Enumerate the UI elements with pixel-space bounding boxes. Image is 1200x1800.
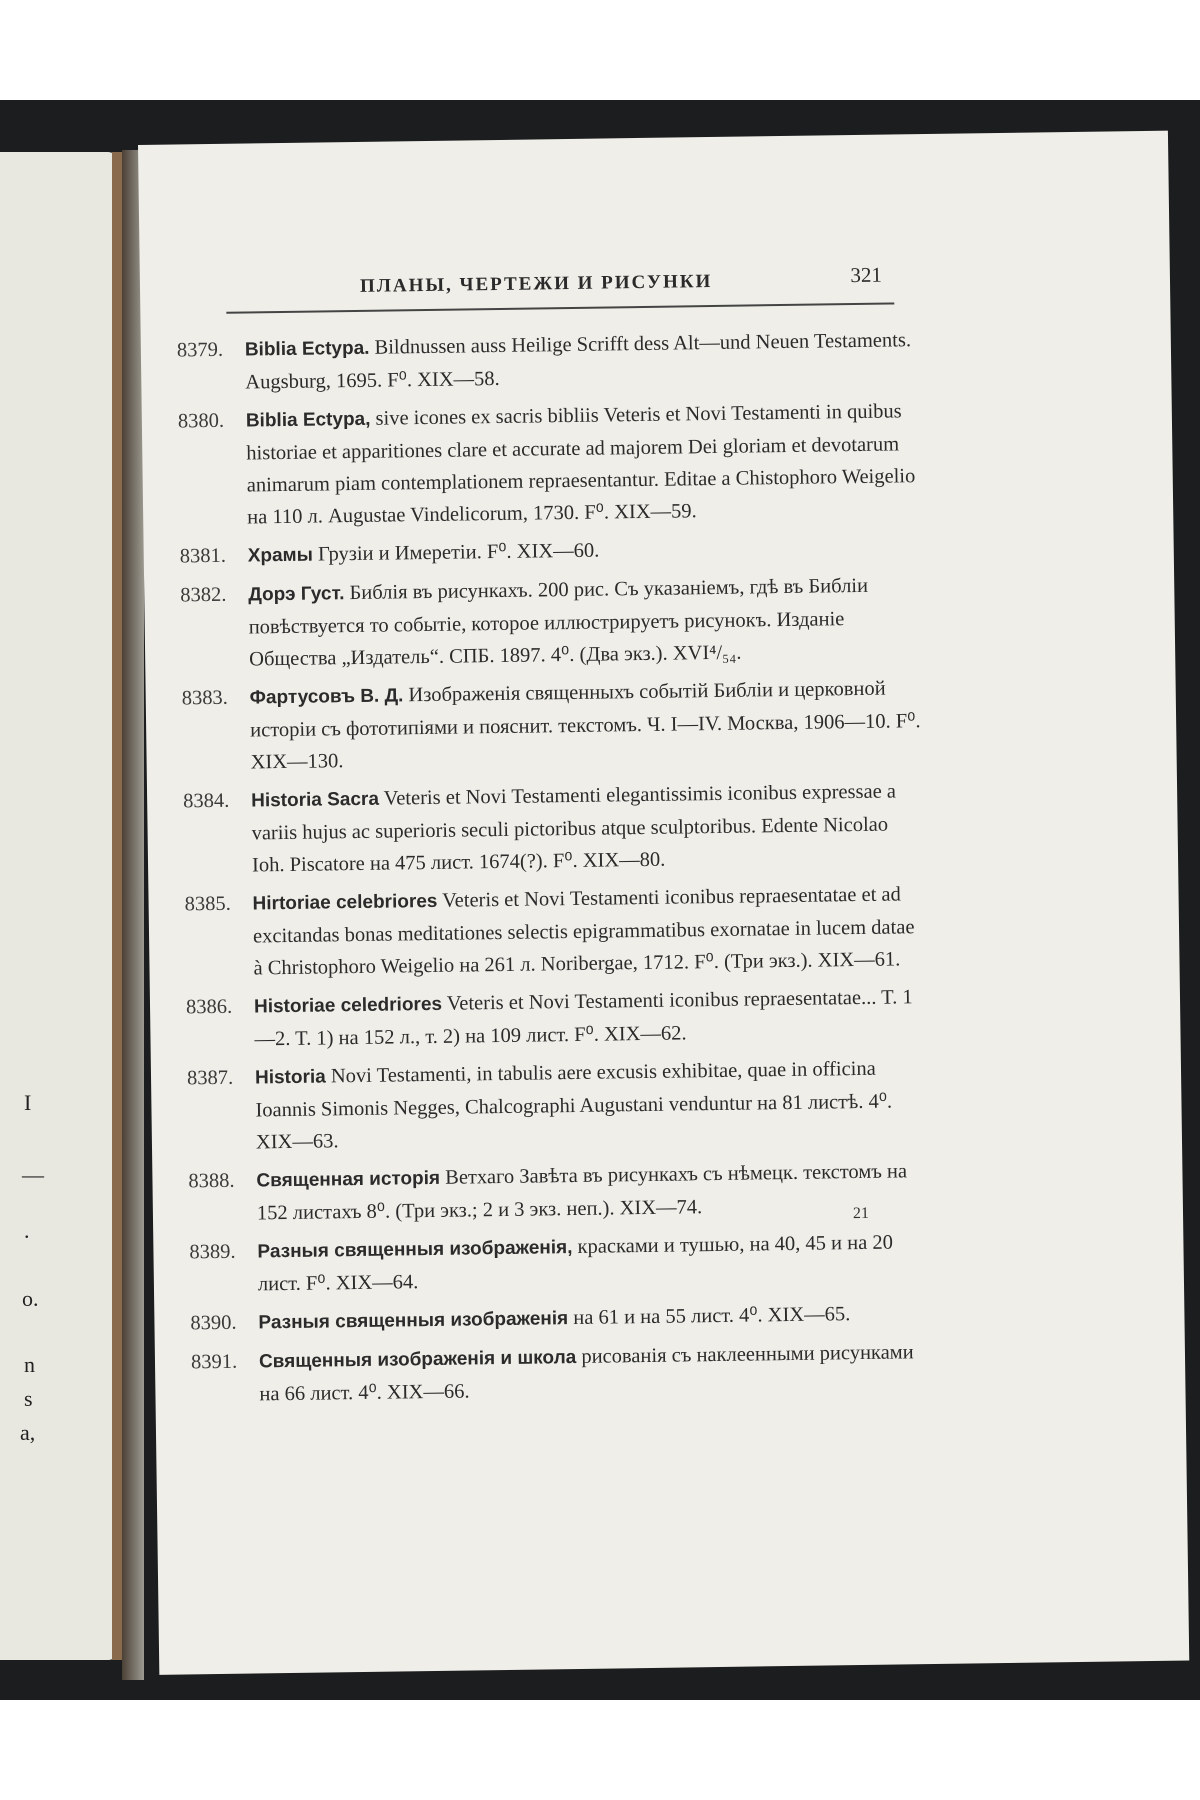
entry-heading: Храмы <box>247 544 314 567</box>
left-page-fragment: n <box>24 1352 35 1377</box>
entry-heading: Historiae celedriores <box>253 993 443 1018</box>
entry-heading: Biblia Ectypa, <box>245 408 371 432</box>
catalog-entry <box>188 1155 929 1230</box>
entry-number: 8386. <box>185 995 233 1019</box>
entry-heading: Священная исторія <box>256 1167 441 1192</box>
entry-text: рисованія съ наклеенными рисунками на 66 лист. 4⁰. XIX—66. <box>259 1341 914 1406</box>
left-page-fragment: . <box>24 1218 30 1243</box>
catalog-entry <box>182 672 923 779</box>
entry-heading: Hirtoriae celebriores <box>252 890 438 915</box>
entry-text: Грузiи и Имеретiи. F⁰. XIX—60. <box>317 539 600 566</box>
catalog-entry <box>186 981 927 1056</box>
catalog-entry <box>184 878 925 985</box>
entry-number: 8383. <box>181 686 229 710</box>
entry-text: красками и тушью, на 40, 45 и на 20 лист. F⁰. XIX—64. <box>257 1231 894 1296</box>
entry-number: 8381. <box>179 544 227 568</box>
entry-heading: Разныя священныя изображенія, <box>257 1237 573 1263</box>
entry-heading: Разныя священныя изображенія <box>258 1308 569 1334</box>
entry-text: Veteris et Novi Testamenti iconibus repraesentatae et ad excitandas bonas meditationes selectis epigrammatibus exornatae in lucem datae à Christophoro Weigelio на 261 л. Noribergae, 1712. F⁰. (Три экз.). XIX—61. <box>252 883 915 980</box>
entry-text: на 61 и на 55 лист. 4⁰. XIX—65. <box>573 1303 851 1330</box>
entry-number: 8389. <box>189 1240 236 1264</box>
entry-text: Veteris et Novi Testamenti elegantissimis iconibus expressae a variis hujus ac superioris seculi pictoribus atque sculptoribus. Edente Nicolao Ioh. Piscatore на 475 лист. 1674(?). F⁰. XIX—80. <box>251 780 897 877</box>
catalog-entries <box>177 324 932 1417</box>
left-page-fragment: a, <box>20 1420 36 1445</box>
entry-text: sive icones ex sacris bibliis Veteris et Novi Testamenti in quibus historiae et apparitiones clare et accurate ad majorem Dei gloriam et devotarum animarum piam contemplationem repraesentantur. Editae a Chistophoro Weigelio на 110 л. Augustae Vindelicorum, 1730. F⁰. XIX—59. <box>246 400 916 529</box>
entry-text: Библiя въ рисункахъ. 200 рис. Съ указанiемъ, гдѣ въ Библiи повѣствуется то событiе, которое иллюстрируетъ рисунокъ. Изданiе Общества „Издатель“. СПБ. 1897. 4⁰. (Два экз.). XVI⁴/₅₄. <box>248 574 869 671</box>
entry-number: 8384. <box>183 789 230 813</box>
catalog-entry <box>180 530 920 573</box>
catalog-entry <box>178 395 920 534</box>
entry-text: Novi Testamenti, in tabulis aere excusis exhibitae, quae in officina Ioannis Simonis Negges, Chalcographi Augustani venduntur на 81 листѣ. 4⁰. XIX—63. <box>255 1057 893 1154</box>
left-page-fragment: s <box>24 1386 33 1411</box>
running-header <box>226 262 895 313</box>
entry-heading: Historia Sacra <box>251 788 380 812</box>
left-page-edge <box>112 152 122 1660</box>
entry-heading: Священныя изображенія и школа <box>258 1347 577 1373</box>
entry-number: 8388. <box>188 1169 235 1193</box>
entry-number: 8379. <box>176 338 224 362</box>
catalog-entry <box>189 1226 930 1301</box>
entry-text: Ветхаго Завѣта въ рисункахъ съ нѣмецк. текстомъ на 152 листахъ 8⁰. (Три экз.; 2 и 3 экз. неп.). XIX—74. <box>256 1160 908 1225</box>
entry-text: Изображенiя священныхъ событiй Библiи и церковной исторiи съ фототипiями и пояснит. текстомъ. Ч. I—IV. Москва, 1906—10. F⁰. XIX—130. <box>250 677 921 774</box>
catalog-entry <box>187 1052 928 1159</box>
right-page <box>138 131 1189 1675</box>
printer-signature-mark: 21 <box>852 1204 870 1223</box>
entry-text: Bildnussen auss Heilige Scrifft dess Alt—und Neuen Testaments. Augsburg, 1695. F⁰. XIX—58. <box>245 329 912 394</box>
entry-number: 8380. <box>177 409 225 433</box>
entry-text: Veteris et Novi Testamenti iconibus repraesentatae... T. 1—2. T. 1) на 152 л., т. 2) на 109 лист. F⁰. XIX—62. <box>254 986 913 1051</box>
catalog-entry <box>177 324 918 399</box>
entry-number: 8390. <box>190 1311 237 1335</box>
entry-number: 8382. <box>180 583 227 607</box>
entry-heading: Biblia Ectypa. <box>244 337 370 361</box>
catalog-entry <box>183 775 924 882</box>
running-header-title: ПЛАНЫ, ЧЕРТЕЖИ И РИСУНКИ <box>359 270 713 297</box>
entry-number: 8391. <box>190 1350 238 1374</box>
page-number: 321 <box>850 262 883 288</box>
entry-heading: Дорэ Густ. <box>248 583 345 606</box>
left-page-fragment: I <box>24 1090 32 1115</box>
catalog-entry <box>190 1297 930 1340</box>
entry-heading: Фартусовъ В. Д. <box>249 685 404 709</box>
left-page-fragment: — <box>22 1162 44 1187</box>
left-page <box>0 152 118 1660</box>
left-page-fragment: o. <box>22 1286 39 1311</box>
entry-heading: Historia <box>254 1066 326 1089</box>
catalog-entry <box>191 1336 932 1411</box>
entry-number: 8385. <box>184 892 231 916</box>
entry-number: 8387. <box>186 1066 234 1090</box>
catalog-entry <box>180 569 921 676</box>
